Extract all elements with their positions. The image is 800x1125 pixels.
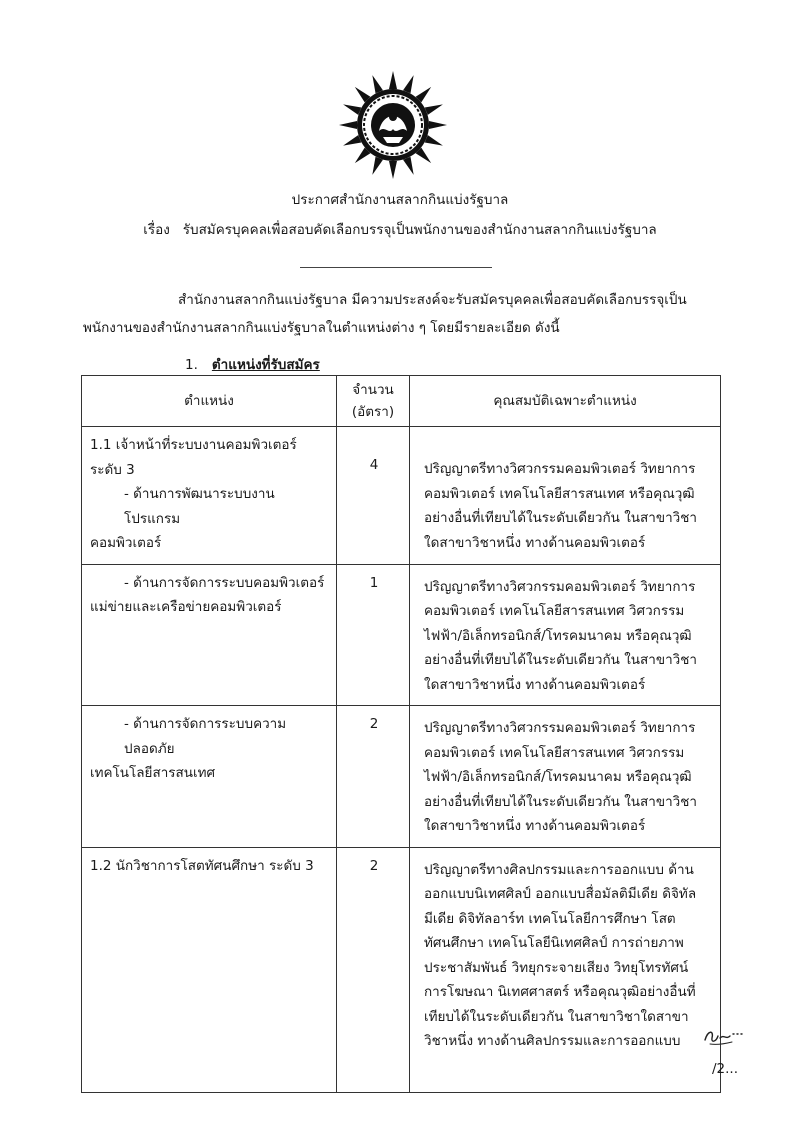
table-row — [82, 706, 721, 848]
table-row — [82, 847, 721, 1092]
header-count-line-2: (อัตรา) — [351, 404, 395, 420]
qualification-cell: ปริญญาตรีทางวิศวกรรมคอมพิวเตอร์ วิทยาการคอมพิวเตอร์ เทคโนโลยีสารสนเทศ วิศวกรรมไฟฟ้า/อิเล็กทรอนิกส์/โทรคมนาคม หรือคุณวุฒิอย่างอื่นที่เทียบได้ในระดับเดียวกัน ในสาขาวิชาใดสาขาวิชาหนึ่ง ทางด้านคอมพิวเตอร์ — [410, 706, 721, 848]
header-count-line-1: จำนวน — [352, 382, 394, 398]
position-line: - ด้านการจัดการระบบคอมพิวเตอร์ — [124, 574, 325, 591]
qualification-cell: ปริญญาตรีทางวิศวกรรมคอมพิวเตอร์ วิทยาการคอมพิวเตอร์ เทคโนโลยีสารสนเทศ หรือคุณวุฒิอย่างอื่นที่เทียบได้ในระดับเดียวกัน ในสาขาวิชาใดสาขาวิชาหนึ่ง ทางด้านคอมพิวเตอร์ — [410, 427, 721, 565]
position-cell — [82, 427, 337, 565]
count-cell: 2 — [337, 847, 410, 1092]
announcement-title: ประกาศสำนักงานสลากกินแบ่งรัฐบาล — [291, 192, 509, 208]
section-number: 1. — [185, 357, 198, 373]
table-row — [82, 427, 721, 565]
page-continuation: /2... — [712, 1061, 739, 1077]
announcement-subject — [0, 218, 800, 242]
header-position: ตำแหน่ง — [82, 376, 337, 427]
qualification-cell: ปริญญาตรีทางศิลปกรรมและการออกแบบ ด้านออกแบบนิเทศศิลป์ ออกแบบสื่อมัลติมีเดีย ดิจิทัลมีเดีย ดิจิทัลอาร์ท เทคโนโลยีการศึกษา โสตทัศนศึกษา เทคโนโลยีนิเทศศิลป์ การถ่ายภาพ ประชาสัมพันธ์ วิทยุกระจายเสียง วิทยุโทรทัศน์ การโฆษณา นิเทศศาสตร์ หรือคุณวุฒิอย่างอื่นที่เทียบได้ในระดับเดียวกัน ในสาขาวิชาใดสาขาวิชาหนึ่ง ทางด้านศิลปกรรมและการออกแบบ — [410, 847, 721, 1092]
section-title: ตำแหน่งที่รับสมัคร — [211, 357, 320, 373]
header-qualification: คุณสมบัติเฉพาะตำแหน่ง — [410, 376, 721, 427]
qualification-cell: ปริญญาตรีทางวิศวกรรมคอมพิวเตอร์ วิทยาการคอมพิวเตอร์ เทคโนโลยีสารสนเทศ วิศวกรรมไฟฟ้า/อิเล็กทรอนิกส์/โทรคมนาคม หรือคุณวุฒิอย่างอื่นที่เทียบได้ในระดับเดียวกัน ในสาขาวิชาใดสาขาวิชาหนึ่ง ทางด้านคอมพิวเตอร์ — [410, 564, 721, 706]
initials-signature-icon — [702, 1024, 752, 1048]
positions-table — [81, 375, 721, 1093]
position-line: เทคโนโลยีสารสนเทศ — [90, 765, 216, 781]
position-cell — [82, 564, 337, 706]
intro-line-2: พนักงานของสำนักงานสลากกินแบ่งรัฐบาลในตำแหน่งต่าง ๆ โดยมีรายละเอียด ดังนี้ — [83, 320, 560, 336]
table-row — [82, 564, 721, 706]
position-line: 1.2 นักวิชาการโสตทัศนศึกษา ระดับ 3 — [90, 857, 314, 874]
position-line: 1.1 เจ้าหน้าที่ระบบงานคอมพิวเตอร์ ระดับ 3 — [90, 437, 297, 478]
subject-text: รับสมัครบุคคลเพื่อสอบคัดเลือกบรรจุเป็นพนักงานของสำนักงานสลากกินแบ่งรัฐบาล — [182, 222, 657, 238]
position-line: คอมพิวเตอร์ — [90, 535, 162, 551]
position-line: - ด้านการพัฒนาระบบงานโปรแกรม — [124, 486, 275, 527]
position-line: - ด้านการจัดการระบบความปลอดภัย — [124, 716, 287, 757]
count-cell: 2 — [337, 706, 410, 848]
subject-label: เรื่อง — [143, 222, 170, 238]
section-heading — [185, 353, 320, 375]
title-divider — [300, 267, 492, 268]
position-cell — [82, 706, 337, 848]
position-line: แม่ข่ายและเครือข่ายคอมพิวเตอร์ — [90, 599, 282, 615]
position-cell — [82, 847, 337, 1092]
intro-line-1: สำนักงานสลากกินแบ่งรัฐบาล มีความประสงค์จะรับสมัครบุคคลเพื่อสอบคัดเลือกบรรจุเป็น — [178, 292, 687, 308]
table-header-row — [82, 376, 721, 427]
lottery-office-seal-icon — [331, 70, 455, 180]
header-count — [337, 376, 410, 427]
count-cell: 4 — [337, 427, 410, 565]
count-cell: 1 — [337, 564, 410, 706]
